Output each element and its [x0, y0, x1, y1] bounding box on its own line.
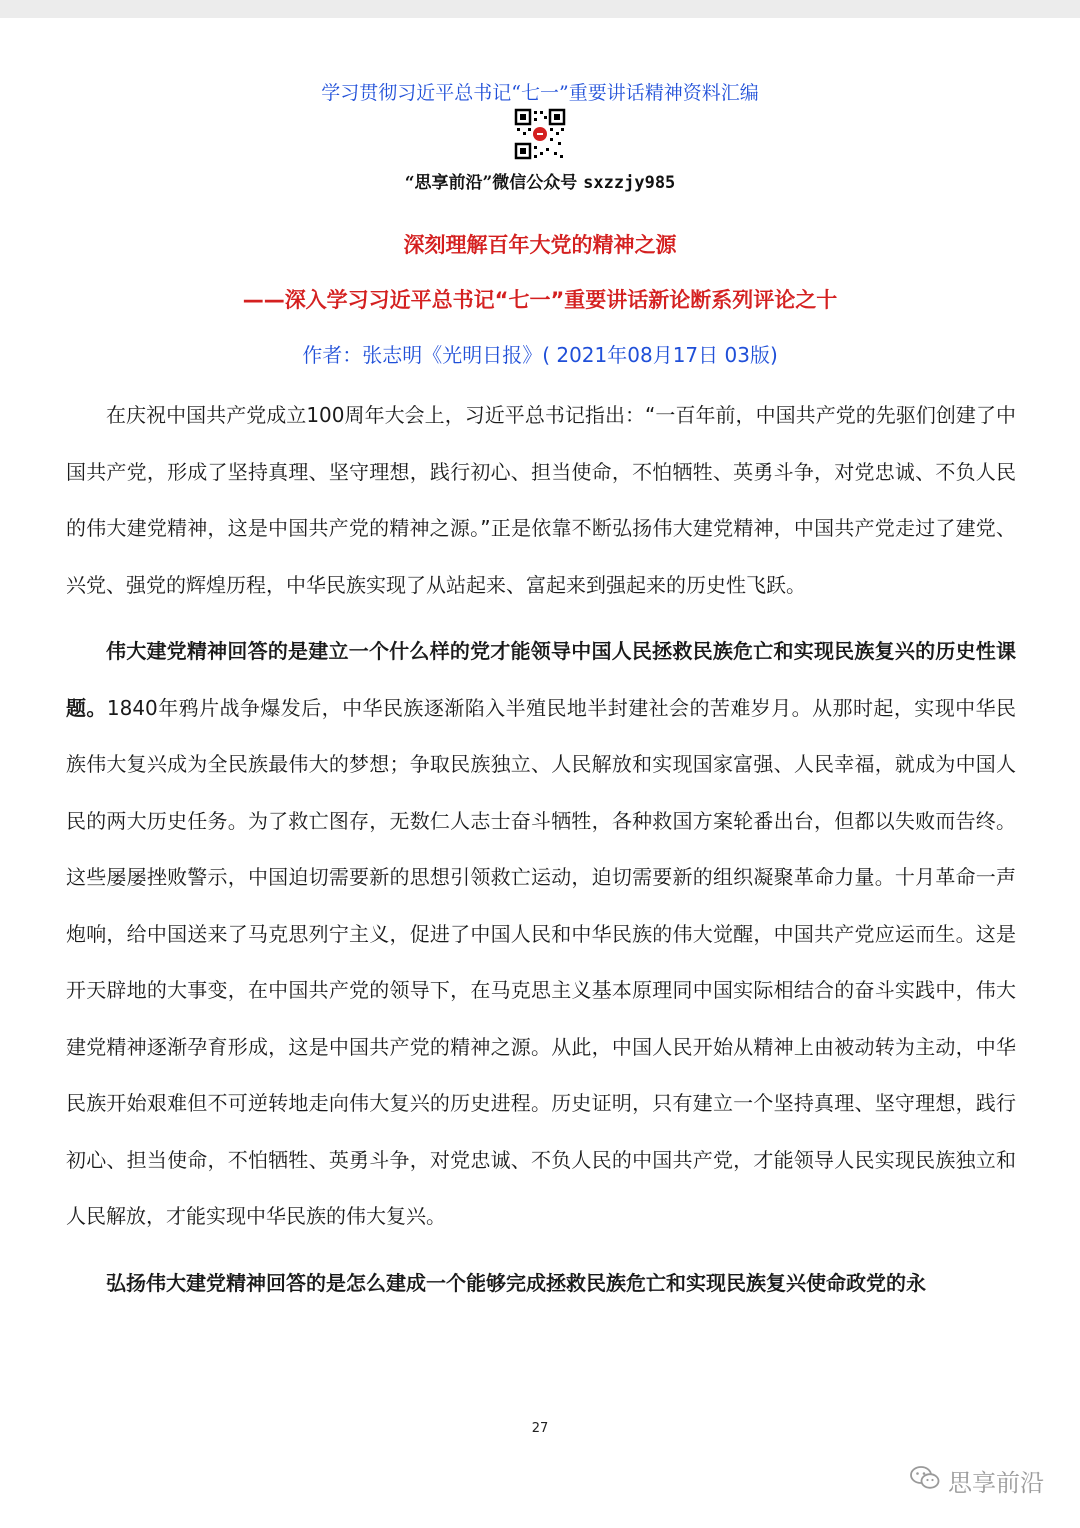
article-title: 深刻理解百年大党的精神之源 — [403, 233, 677, 257]
article-byline: 作者：张志明《光明日报》( 2021年08月17日 03版) — [302, 343, 778, 367]
wechat-account-label: “思享前沿”微信公众号 — [404, 173, 578, 193]
watermark-text: 思享前沿 — [948, 1468, 1044, 1497]
paragraph-lead: 伟大建党精神回答的是建立一个什么样的党才能领导中国人民拯救民族危亡和实现民族复兴的历史性课题。 — [66, 639, 1016, 720]
body-paragraph — [66, 1255, 1016, 1312]
paragraph-lead: 弘扬伟大建党精神回答的是怎么建成一个能够完成拯救民族危亡和实现民族复兴使命政党的永 — [106, 1270, 926, 1295]
article-subtitle: ——深入学习习近平总书记“七一”重要讲话新论断系列评论之十 — [242, 288, 838, 312]
collection-header-title: 学习贯彻习近平总书记“七一”重要讲话精神资料汇编 — [321, 82, 759, 104]
paragraph-text: 1840年鸦片战争爆发后，中华民族逐渐陷入半殖民地半封建社会的苦难岁月。从那时起，实现中华民族伟大复兴成为全民族最伟大的梦想；争取民族独立、人民解放和实现国家富强、人民幸福，就成为中国人民的两大历史任务。为了救亡图存，无数仁人志士奋斗牺牲，各种救国方案轮番出台，但都以失败而告终。这些屡屡挫败警示，中国迫切需要新的思想引领救亡运动，迫切需要新的组织凝聚革命力量。十月革命一声炮响，给中国送来了马克思列宁主义，促进了中国人民和中华民族的伟大觉醒，中国共产党应运而生。这是开天辟地的大事变，在中国共产党的领导下，在马克思主义基本原理同中国实际相结合的奋斗实践中，伟大建党精神逐渐孕育形成，这是中国共产党的精神之源。从此，中国人民开始从精神上由被动转为主动，中华民族开始艰难但不可逆转地走向伟大复兴的历史进程。历史证明，只有建立一个坚持真理、坚守理想，践行初心、担当使命，不怕牺牲、英勇斗争，对党忠诚、不负人民的中国共产党，才能领导人民实现民族独立和人民解放，才能实现中华民族的伟大复兴。 — [66, 695, 1016, 1228]
wechat-account-id: sxzzjy985 — [583, 173, 676, 193]
qr-code-icon — [514, 108, 566, 160]
wechat-icon — [910, 1465, 940, 1495]
page-top-border — [0, 0, 1080, 18]
source-watermark — [910, 1460, 1044, 1500]
body-paragraph — [66, 623, 1016, 1245]
article-body — [66, 387, 1016, 1311]
paragraph-text: 在庆祝中国共产党成立100周年大会上，习近平总书记指出：“一百年前，中国共产党的先驱们创建了中国共产党，形成了坚持真理、坚守理想，践行初心、担当使命，不怕牺牲、英勇斗争，对党忠诚、不负人民的伟大建党精神，这是中国共产党的精神之源。”正是依靠不断弘扬伟大建党精神，中国共产党走过了建党、兴党、强党的辉煌历程，中华民族实现了从站起来、富起来到强起来的历史性飞跃。 — [66, 403, 1016, 597]
page-number: 27 — [531, 1421, 549, 1436]
body-paragraph — [66, 387, 1016, 613]
wechat-account-line — [0, 168, 1080, 193]
